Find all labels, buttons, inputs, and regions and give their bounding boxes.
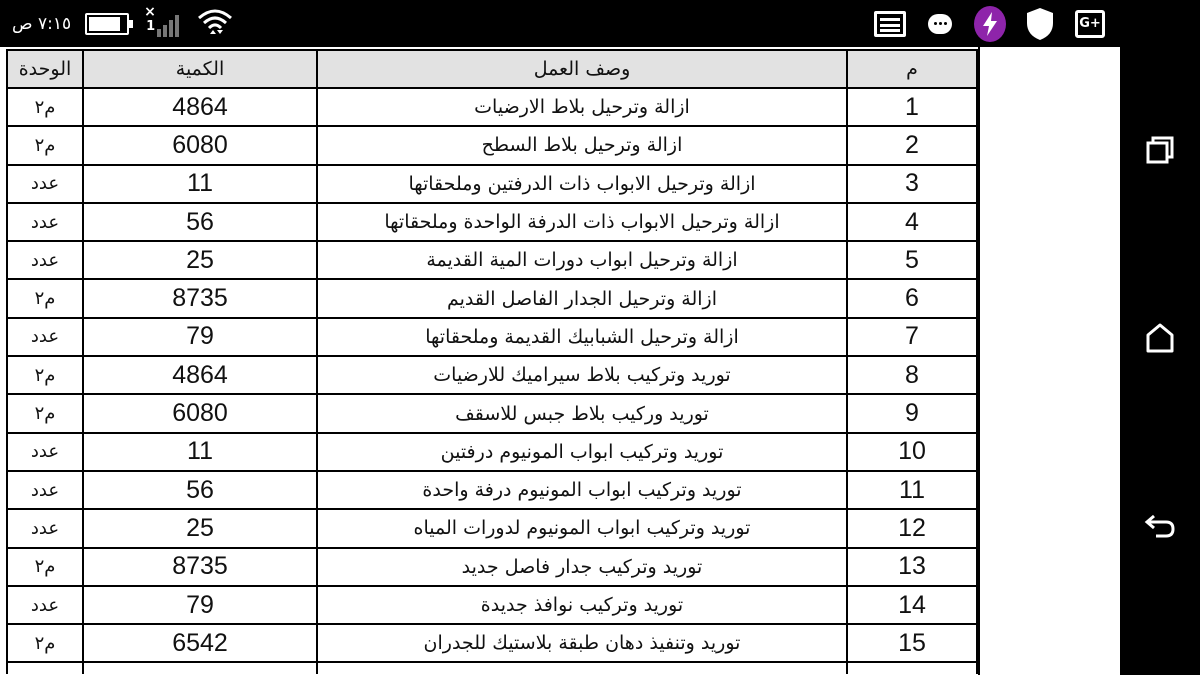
- table-row: [7, 433, 977, 471]
- no-data-mark: ×: [144, 3, 156, 20]
- table-row: [7, 586, 977, 624]
- table-row-partial: [7, 662, 977, 674]
- spreadsheet-view[interactable]: [0, 47, 1120, 675]
- image-notification-icon: [874, 9, 906, 39]
- cell-number[interactable]: 13: [847, 548, 977, 586]
- cell-description[interactable]: توريد وتركيب جدار فاصل جديد: [317, 548, 847, 586]
- cell-unit[interactable]: عدد: [7, 165, 83, 203]
- cell-number[interactable]: 11: [847, 471, 977, 509]
- notification-icons: [874, 0, 1106, 47]
- clock-time: ٧:١٥ ص: [12, 13, 72, 34]
- table-row: [7, 356, 977, 394]
- cell-quantity[interactable]: 11: [83, 433, 317, 471]
- header-quantity: الكمية: [83, 50, 317, 88]
- table-row: [7, 279, 977, 317]
- home-icon[interactable]: [1140, 318, 1180, 358]
- cell-quantity[interactable]: 4864: [83, 356, 317, 394]
- cell-unit[interactable]: عدد: [7, 586, 83, 624]
- shield-icon: [1024, 9, 1056, 39]
- cell-description[interactable]: توريد وتنفيذ دهان طبقة بلاستيك للجدران: [317, 624, 847, 662]
- cell-unit[interactable]: عدد: [7, 241, 83, 279]
- table-row: [7, 471, 977, 509]
- back-icon[interactable]: [1140, 505, 1180, 545]
- cell-description[interactable]: توريد وتركيب ابواب المونيوم درفتين: [317, 433, 847, 471]
- cell-description[interactable]: توريد وركيب بلاط جبس للاسقف: [317, 394, 847, 432]
- cell-unit[interactable]: م٢: [7, 394, 83, 432]
- status-bar: [0, 0, 1120, 47]
- table-row: [7, 203, 977, 241]
- cell-number[interactable]: 5: [847, 241, 977, 279]
- cell-number[interactable]: 10: [847, 433, 977, 471]
- cell-description[interactable]: ازالة وترحيل ابواب دورات المية القديمة: [317, 241, 847, 279]
- cell-quantity[interactable]: 6080: [83, 394, 317, 432]
- cell-unit[interactable]: عدد: [7, 433, 83, 471]
- battery-icon: [85, 13, 129, 35]
- header-number: م: [847, 50, 977, 88]
- table-row: [7, 126, 977, 164]
- table-row: [7, 318, 977, 356]
- cell-unit[interactable]: م٢: [7, 88, 83, 126]
- cell-unit[interactable]: م٢: [7, 548, 83, 586]
- cell-quantity[interactable]: 8735: [83, 279, 317, 317]
- cell-description[interactable]: ازالة وترحيل بلاط الارضيات: [317, 88, 847, 126]
- status-left-group: [12, 0, 233, 47]
- table-row: [7, 509, 977, 547]
- header-unit: الوحدة: [7, 50, 83, 88]
- cell-quantity[interactable]: 25: [83, 509, 317, 547]
- cell-unit[interactable]: عدد: [7, 318, 83, 356]
- cell-quantity[interactable]: 56: [83, 471, 317, 509]
- table-row: [7, 548, 977, 586]
- cell-unit[interactable]: عدد: [7, 509, 83, 547]
- cell-quantity[interactable]: 11: [83, 165, 317, 203]
- cell-description[interactable]: توريد وتركيب ابواب المونيوم درفة واحدة: [317, 471, 847, 509]
- table-row: [7, 624, 977, 662]
- cell-description[interactable]: توريد وتركيب بلاط سيراميك للارضيات: [317, 356, 847, 394]
- cell-unit[interactable]: عدد: [7, 203, 83, 241]
- google-plus-icon: [1074, 9, 1106, 39]
- cell-number[interactable]: 9: [847, 394, 977, 432]
- cell-number[interactable]: 6: [847, 279, 977, 317]
- cell-number[interactable]: 14: [847, 586, 977, 624]
- table-row: [7, 241, 977, 279]
- cell-description[interactable]: ازالة وترحيل بلاط السطح: [317, 126, 847, 164]
- cell-unit[interactable]: م٢: [7, 624, 83, 662]
- cell-quantity[interactable]: 79: [83, 586, 317, 624]
- cell-number[interactable]: 12: [847, 509, 977, 547]
- cell-quantity[interactable]: 6080: [83, 126, 317, 164]
- sim-slot-label: 1: [146, 18, 156, 34]
- cell-unit[interactable]: م٢: [7, 356, 83, 394]
- cell-number[interactable]: 15: [847, 624, 977, 662]
- wifi-icon: [197, 6, 233, 42]
- battery-fill: [89, 17, 120, 31]
- navigation-bar: [1120, 0, 1200, 675]
- cell-number[interactable]: 2: [847, 126, 977, 164]
- cell-quantity[interactable]: 8735: [83, 548, 317, 586]
- cell-quantity[interactable]: 25: [83, 241, 317, 279]
- signal-icon: [143, 3, 183, 39]
- cell-number[interactable]: 3: [847, 165, 977, 203]
- table-row: [7, 394, 977, 432]
- cell-description[interactable]: ازالة وترحيل الابواب ذات الدرفة الواحدة وملحقاتها: [317, 203, 847, 241]
- cell-quantity[interactable]: 79: [83, 318, 317, 356]
- work-items-table: [6, 49, 978, 674]
- cell-description[interactable]: ازالة وترحيل الابواب ذات الدرفتين وملحقاتها: [317, 165, 847, 203]
- cell-description[interactable]: ازالة وترحيل الشبابيك القديمة وملحقاتها: [317, 318, 847, 356]
- empty-sheet-area: [978, 47, 1120, 675]
- cell-description[interactable]: ازالة وترحيل الجدار الفاصل القديم: [317, 279, 847, 317]
- cell-unit[interactable]: عدد: [7, 471, 83, 509]
- lightning-app-icon: [974, 9, 1006, 39]
- table-row: [7, 88, 977, 126]
- cell-number[interactable]: 8: [847, 356, 977, 394]
- header-description: وصف العمل: [317, 50, 847, 88]
- cell-description[interactable]: توريد وتركيب ابواب المونيوم لدورات المياه: [317, 509, 847, 547]
- cell-number[interactable]: 4: [847, 203, 977, 241]
- cell-quantity[interactable]: 56: [83, 203, 317, 241]
- cell-number[interactable]: 7: [847, 318, 977, 356]
- cell-number[interactable]: 1: [847, 88, 977, 126]
- cell-unit[interactable]: م٢: [7, 126, 83, 164]
- recent-apps-icon[interactable]: [1140, 130, 1180, 170]
- cell-quantity[interactable]: 6542: [83, 624, 317, 662]
- table-body: [7, 88, 977, 674]
- table-row: [7, 165, 977, 203]
- table-header-row: [7, 50, 977, 88]
- cell-quantity[interactable]: 4864: [83, 88, 317, 126]
- cell-unit[interactable]: م٢: [7, 279, 83, 317]
- google-plus-label: G+: [1075, 10, 1105, 38]
- chat-icon: [924, 9, 956, 39]
- cell-description[interactable]: توريد وتركيب نوافذ جديدة: [317, 586, 847, 624]
